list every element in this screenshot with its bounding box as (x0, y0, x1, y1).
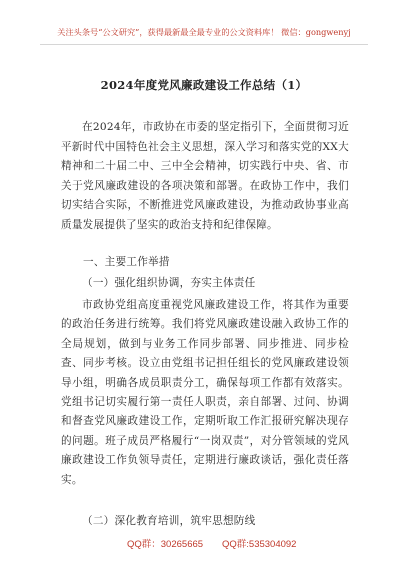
header-divider (40, 44, 368, 45)
footer-qq-left: QQ群：30265665 (127, 539, 204, 550)
paragraph-organization: 市政协党组高度重视党风廉政建设工作，将其作为重要的政治任务进行统筹。我们将党风廉政建设融入政协工作的全局规划，做到与业务工作同步部署、同步推进、同步检查、同步考核。设立由党组书记担任组长的党风廉政建设领导小组，明确各成员职责分工，确保每项工作都有效落实。党组书记切实履行第一责任人职责，亲自部署、过问、协调和督查党风廉政建设工作，定期听取工作汇报研究解决现存的问题。班子成员严格履行“一岗双责”，对分管领域的党风廉政建设工作负领导责任，定期进行廉政谈话，强化责任落实。 (61, 299, 349, 486)
header-banner: 关注头条号“公文研究”，获得最新最全最专业的公文资料库！ 微信：gongwenyj (57, 27, 351, 37)
subheading-1: （一）强化组织协调，夯实主体责任 (82, 277, 256, 289)
subheading-2: （二）深化教育培训，筑牢思想防线 (82, 515, 256, 527)
section-heading: 一、主要工作举措 (83, 256, 170, 268)
footer-qq-right: QQ群:535304092 (222, 539, 297, 550)
footer (0, 536, 408, 550)
document-title: 2024年度党风廉政建设工作总结（1） (100, 78, 308, 92)
paragraph-intro: 在2024年，市政协在市委的坚定指引下，全面贯彻习近平新时代中国特色社会主义思想，深入学习和落实党的XX大精神和二十届二中、三中全会精神，切实践行中央、省、市关于党风廉政建设的各项决策和部署。在政协工作中，我们切实结合实际，不断推进党风廉政建设，为推动政协事业高质量发展提供了坚实的政治支持和纪律保障。 (61, 121, 349, 231)
